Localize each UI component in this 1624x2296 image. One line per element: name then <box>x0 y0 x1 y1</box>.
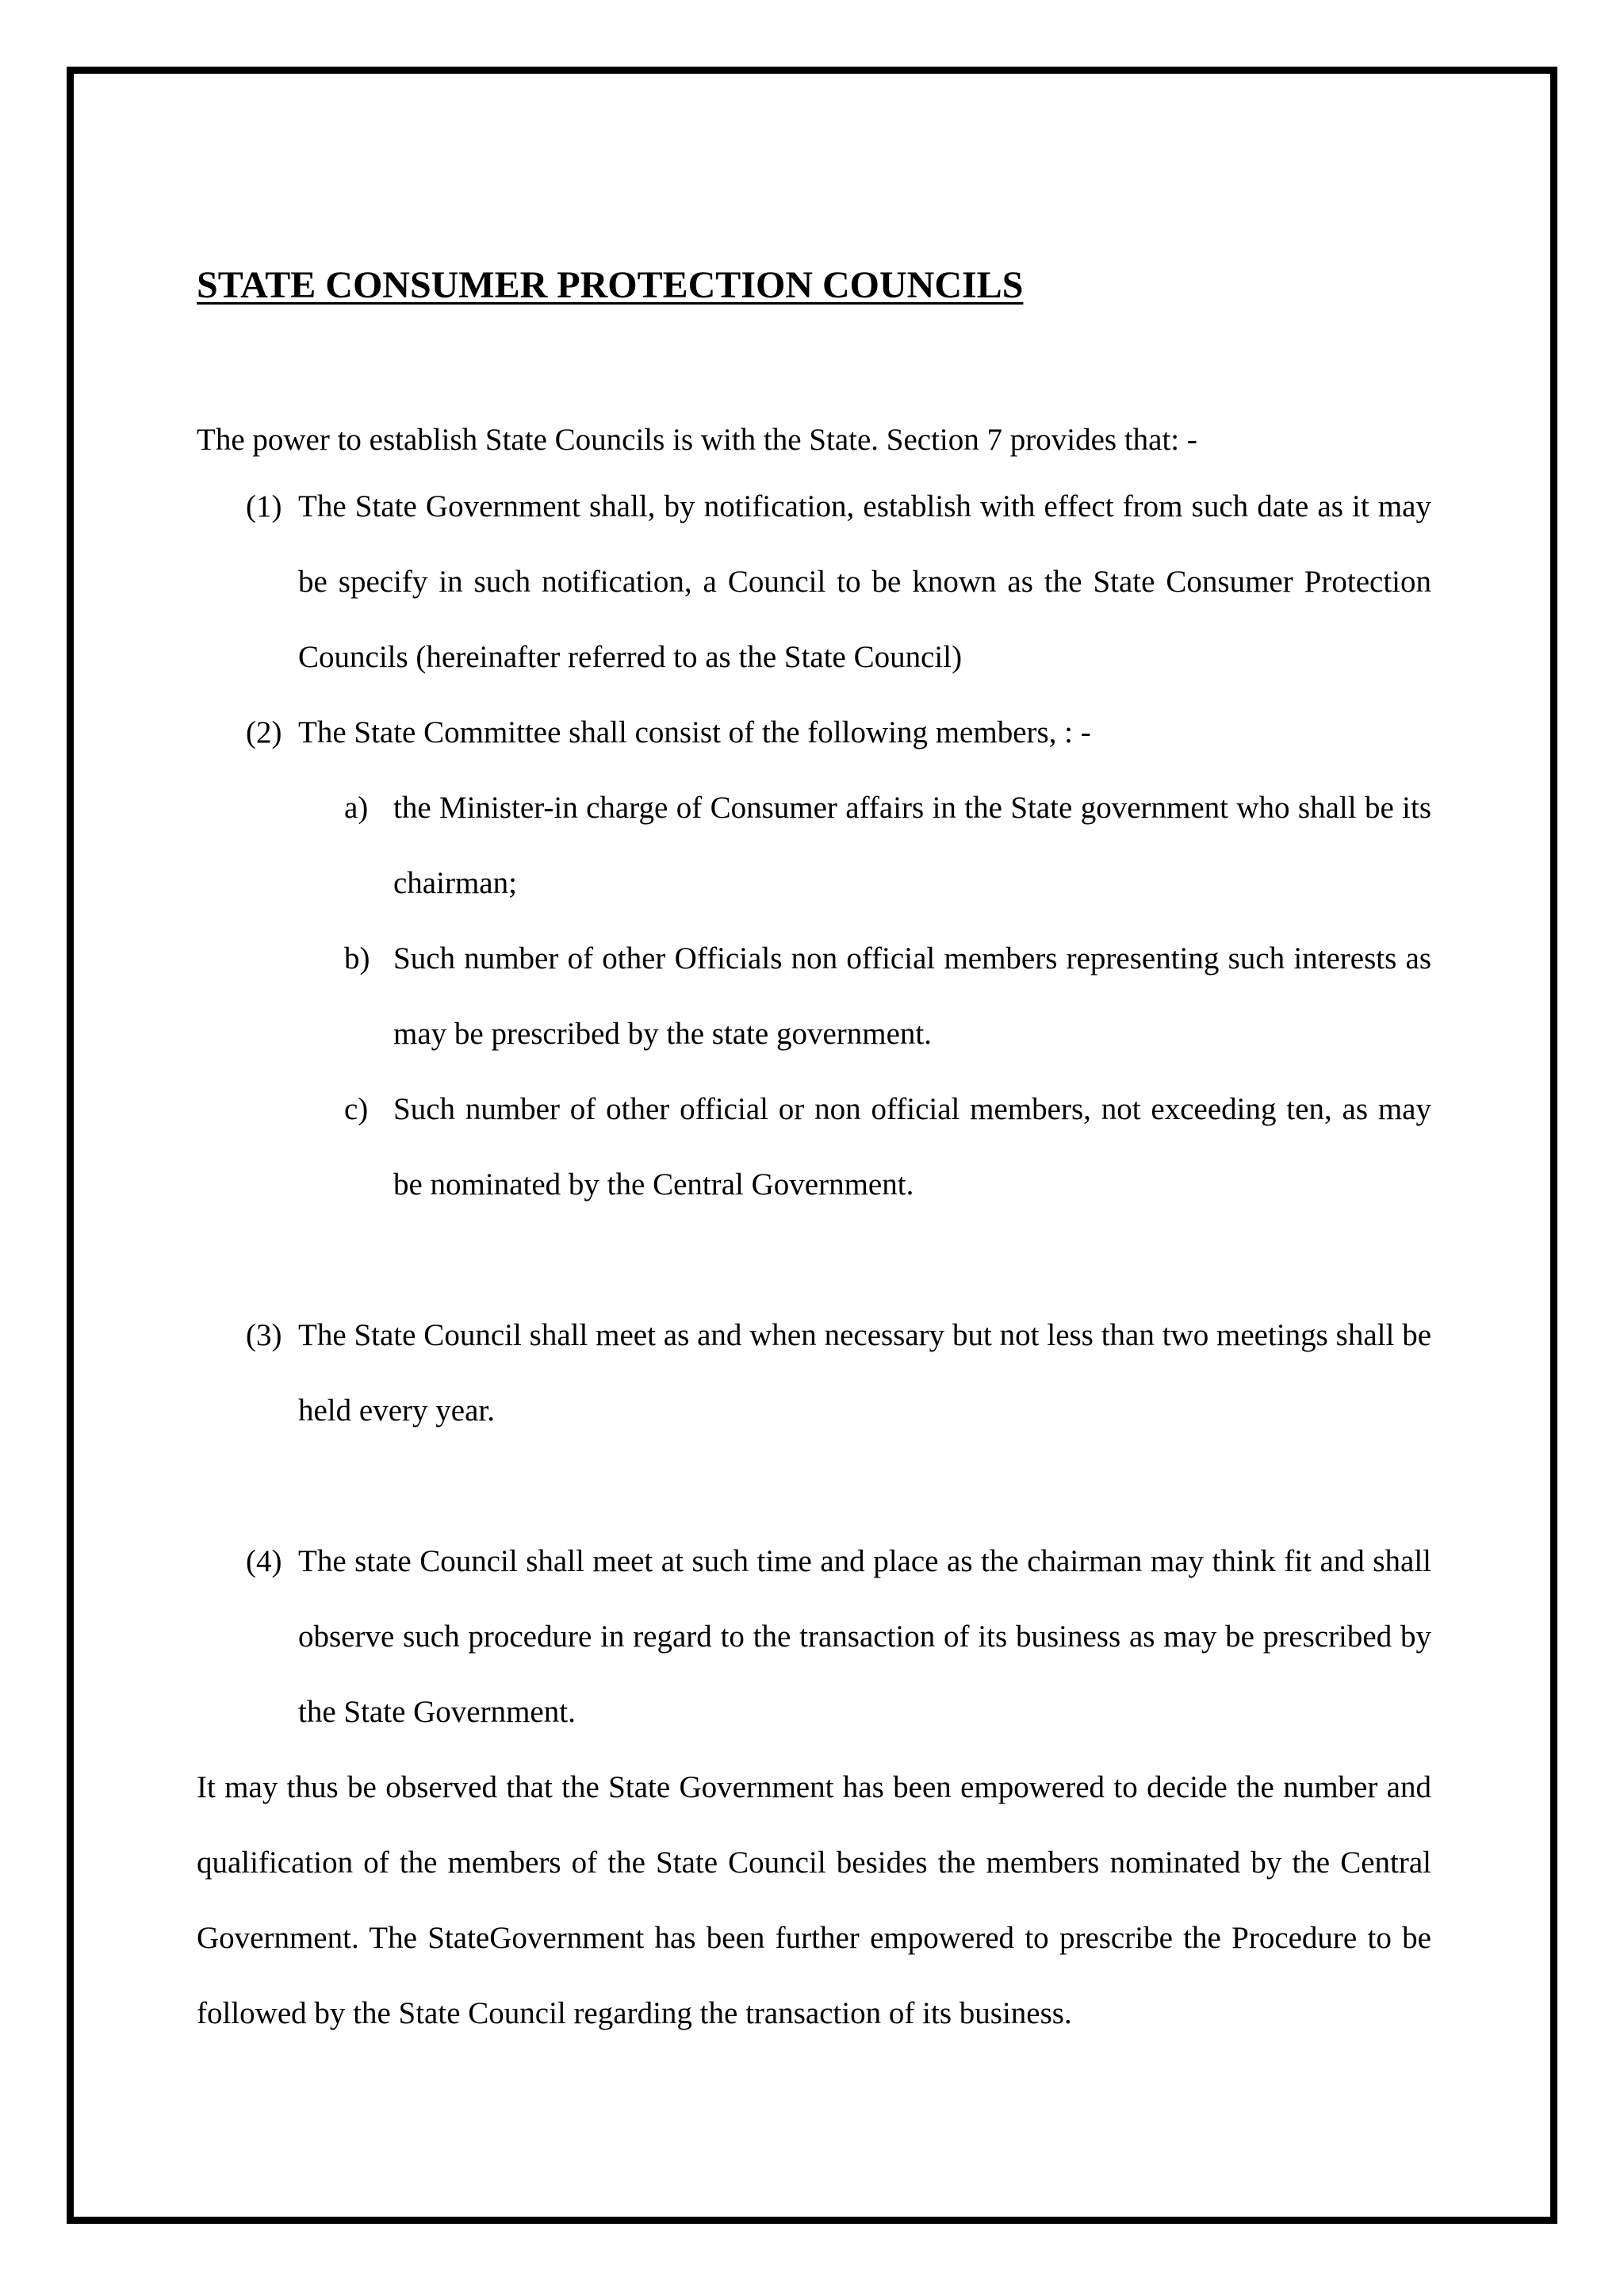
sub-list-item <box>197 1071 1431 1222</box>
subitem-text: Such number of other official or non official members, not exceeding ten, as may be nominated by the Central Government. <box>393 1092 1431 1202</box>
intro-paragraph: The power to establish State Councils is with the State. Section 7 provides that: - <box>197 423 1197 457</box>
spacer <box>197 1222 1431 1297</box>
subitem-text: the Minister-in charge of Consumer affairs in the State government who shall be its chairman; <box>393 791 1431 900</box>
item-number: (1) <box>246 489 282 523</box>
list-item <box>197 1297 1431 1448</box>
item-text: The State Council shall meet as and when necessary but not less than two meetings shall be held every year. <box>298 1318 1431 1428</box>
subitem-letter: b) <box>344 941 370 976</box>
item-text: The State Committee shall consist of the following members, : - <box>298 715 1091 749</box>
closing-paragraph: It may thus be observed that the State Government has been empowered to decide the number and qualification of the members of the State Council besides the members nominated by the Central Government. The StateGovernment has been further empowered to prescribe the Procedure to be followed by the State Council regarding the transaction of its business. <box>197 1770 1431 2030</box>
subitem-text: Such number of other Officials non official members representing such interests as may be prescribed by the state government. <box>393 941 1431 1051</box>
spacer <box>197 1448 1431 1524</box>
subitem-letter: a) <box>344 791 369 825</box>
sub-list-item <box>197 770 1431 921</box>
sub-list-item <box>197 921 1431 1071</box>
list-item <box>197 695 1431 770</box>
document-body <box>197 262 1431 2051</box>
item-text: The State Government shall, by notification, establish with effect from such date as it may be specify in such notification, a Council to be known as the State Consumer Protection Councils (hereinafter referred to as the State Council) <box>298 489 1431 674</box>
item-number: (4) <box>246 1544 282 1578</box>
document-title: STATE CONSUMER PROTECTION COUNCILS <box>197 264 1024 306</box>
list-item <box>197 1524 1431 1750</box>
list-item <box>197 469 1431 695</box>
subitem-letter: c) <box>344 1092 369 1126</box>
item-number: (3) <box>246 1318 282 1352</box>
item-number: (2) <box>246 715 282 749</box>
item-text: The state Council shall meet at such time and place as the chairman may think fit and shall observe such procedure in regard to the transaction of its business as may be prescribed by the State Government. <box>298 1544 1431 1729</box>
